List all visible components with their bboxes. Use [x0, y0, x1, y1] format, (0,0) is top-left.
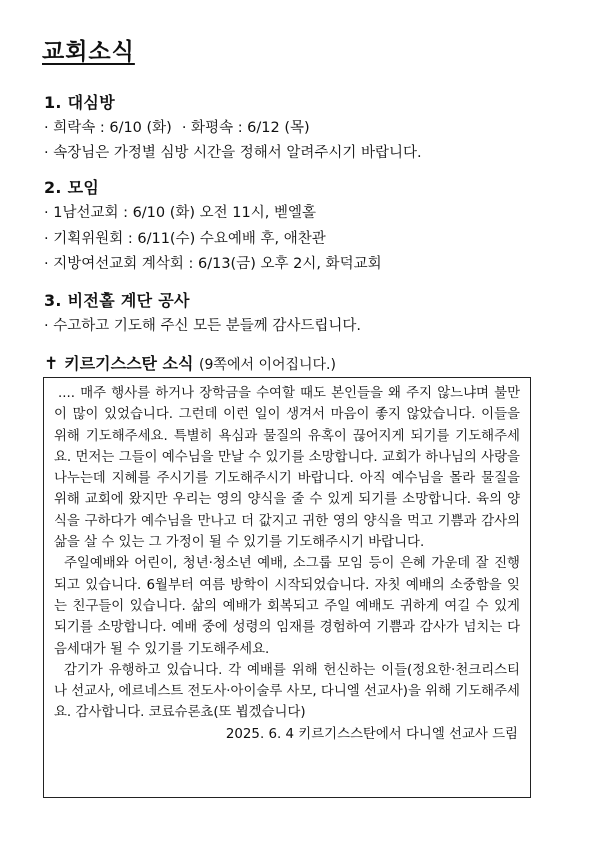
list-item-text: · 화평속 : 6/12 (목) [181, 120, 310, 136]
list-item-visitation-note: · 속장님은 가정별 심방 시간을 정해서 알려주시기 바랍니다. [44, 145, 422, 161]
kyrgyz-news-title: 키르기스스탄 소식 [64, 354, 194, 373]
letter-signature: 2025. 6. 4 키르기스스탄에서 다니엘 선교사 드림 [225, 726, 518, 742]
list-item-visitation-schedule [44, 116, 310, 137]
letter-paragraph: 감기가 유행하고 있습니다. 각 예배를 위해 헌신하는 이들(정요한·천크리스티나 선교사, 에르네스트 전도사·아이술루 사모, 다니엘 선교사)을 위해 기도해주세요. 감사합니다. 코료슈론쵸(또 뵙겠습니다) [54, 662, 520, 721]
page-title: 교회소식 [42, 39, 135, 65]
kyrgyz-news-heading [44, 351, 336, 374]
list-item-vision-hall-thanks: · 수고하고 기도해 주신 모든 분들께 감사드립니다. [44, 318, 362, 334]
letter-paragraph: .... 매주 행사를 하거나 장학금을 수여할 때도 본인들을 왜 주지 않느냐며 불만이 많이 있었습니다. 그런데 이런 일이 생겨서 마음이 좋지 않았습니다. 이들을 위해 기도해주세요. 특별히 욕심과 물질의 유혹이 끊어지게 되기를 기도해주세요. 먼저는 그들이 예수님을 만날 수 있기를 소망합니다. 교회가 하나님의 사랑을 나누는데 지혜를 주시기를 기도해주시기 바랍니다. 아직 예수님을 몰라 물질을 위해 교회에 왔지만 우리는 영의 양식을 줄 수 있게 되기를 소망합니다. 육의 양식을 구하다가 예수님을 만나고 더 값지고 귀한 영의 양식을 먹고 기쁨과 감사의 삶을 살 수 있는 그 가정이 될 수 있기를 기도해주시기 바랍니다. [54, 386, 520, 551]
section-heading-vision-hall: 3. 비전홀 계단 공사 [44, 291, 190, 310]
list-item-mens-mission: · 1남선교회 : 6/10 (화) 오전 11시, 벧엘홀 [44, 205, 316, 221]
kyrgyz-news-subtitle: (9쪽에서 이어집니다.) [199, 357, 336, 373]
letter-paragraph: 주일예배와 어린이, 청년·청소년 예배, 소그룹 모임 등이 은혜 가운데 잘 진행되고 있습니다. 6월부터 여름 방학이 시작되었습니다. 자칫 예배의 소중함을 잊는 친구들이 있습니다. 삶의 예배가 회복되고 주일 예배도 귀하게 여길 수 있게 되기를 소망합니다. 예배 중에 성령의 임재를 경험하여 기쁨과 감사가 넘치는 다음세대가 될 수 있기를 기도해주세요. [54, 556, 520, 657]
list-item-text: · 희락속 : 6/10 (화) [44, 120, 172, 136]
section-heading-meetings: 2. 모임 [44, 178, 100, 197]
section-heading-visitation: 1. 대심방 [44, 93, 115, 112]
list-item-womens-mission: · 지방여선교회 계삭회 : 6/13(금) 오후 2시, 화덕교회 [44, 256, 382, 272]
missionary-letter-box [43, 377, 531, 798]
cross-icon: ✝ [44, 354, 59, 374]
list-item-planning-committee: · 기획위원회 : 6/11(수) 수요예배 후, 애찬관 [44, 231, 326, 247]
